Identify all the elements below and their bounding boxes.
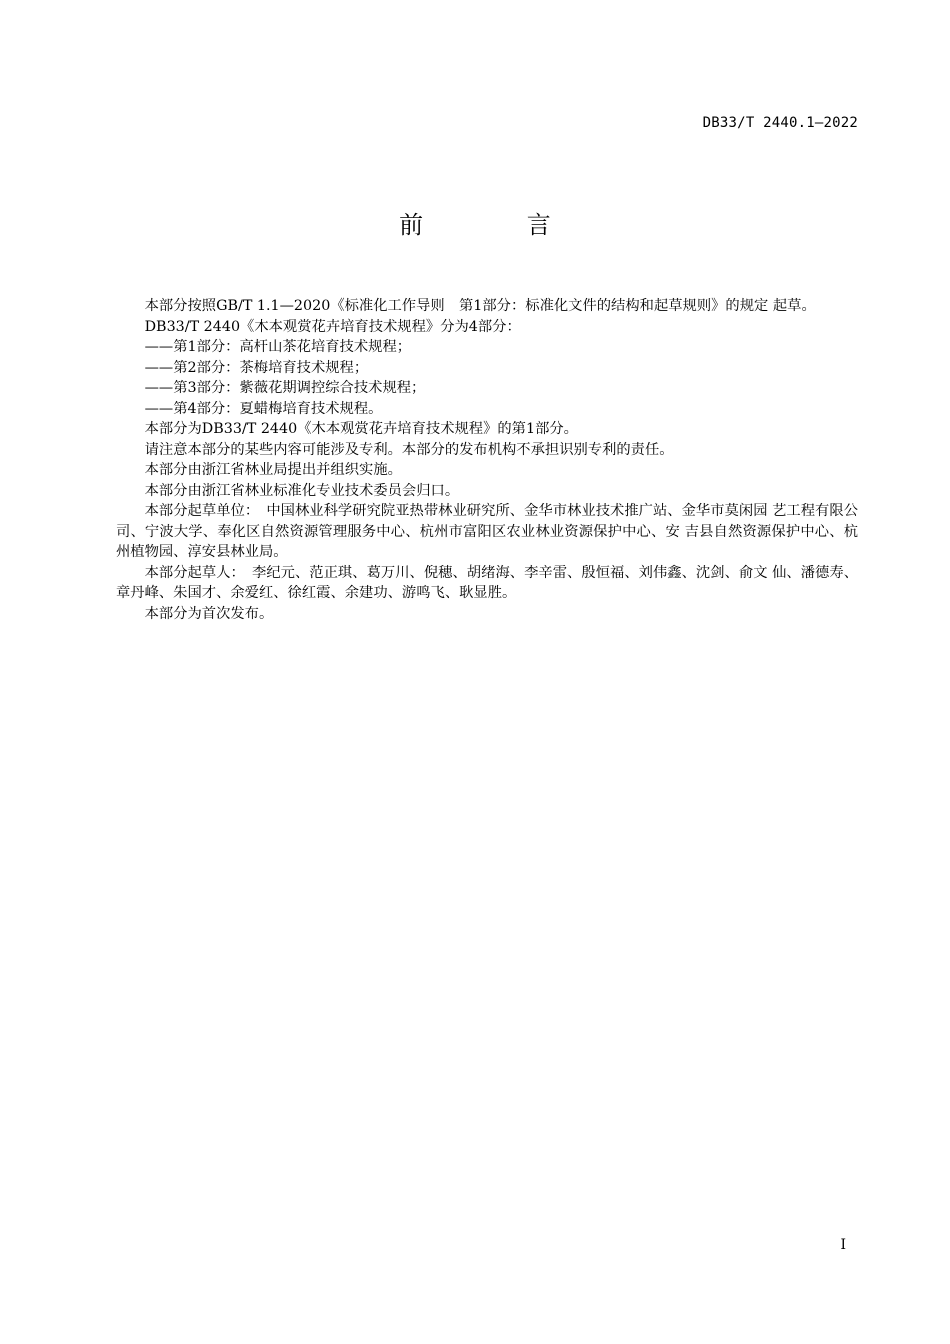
list-item-part-1: ——第1部分：高杆山茶花培育技术规程； (144, 339, 412, 355)
paragraph-proposer: 本部分由浙江省林业局提出并组织实施。 (144, 462, 402, 478)
page-title: 前 言 (399, 211, 599, 239)
document-code: DB33/T 2440.1—2022 (702, 115, 858, 131)
list-item-part-2: ——第2部分：茶梅培育技术规程； (144, 359, 369, 376)
paragraph-drafting-units: 本部分起草单位： 中国林业科学研究院亚热带林业研究所、金华市林业技术推广站、金华市莫闲园 艺工程有限公司、宁波大学、奉化区自然资源管理服务中心、杭州市富阳区农业林业资源保护中心、安 吉县自然资源保护中心、杭州植物园、淳安县林业局。 (116, 503, 858, 560)
paragraph-this-part: 本部分为DB33/T 2440《木本观赏花卉培育技术规程》的第1部分。 (144, 421, 578, 437)
paragraph-drafting-basis: 本部分按照GB/T 1.1—2020《标准化工作导则 第1部分：标准化文件的结构和起草规则》的规定 起草。 (144, 298, 816, 314)
paragraph-parts-intro: DB33/T 2440《木本观赏花卉培育技术规程》分为4部分： (144, 318, 521, 335)
paragraph-patent-notice: 请注意本部分的某些内容可能涉及专利。本部分的发布机构不承担识别专利的责任。 (144, 441, 674, 458)
page-number: I (840, 1237, 846, 1253)
paragraph-committee: 本部分由浙江省林业标准化专业技术委员会归口。 (144, 482, 460, 499)
paragraph-drafters: 本部分起草人： 李纪元、范正琪、葛万川、倪穗、胡绪海、李辛雷、殷恒福、刘伟鑫、沈剑、俞文 仙、潘德寿、章丹峰、朱国才、余爱红、徐红霞、余建功、游鸣飞、耿显胜。 (116, 564, 858, 601)
list-item-part-4: ——第4部分：夏蜡梅培育技术规程。 (144, 400, 383, 417)
paragraph-first-release: 本部分为首次发布。 (144, 605, 274, 622)
list-item-part-3: ——第3部分：紫薇花期调控综合技术规程； (144, 380, 426, 396)
foreword-body (116, 296, 858, 624)
